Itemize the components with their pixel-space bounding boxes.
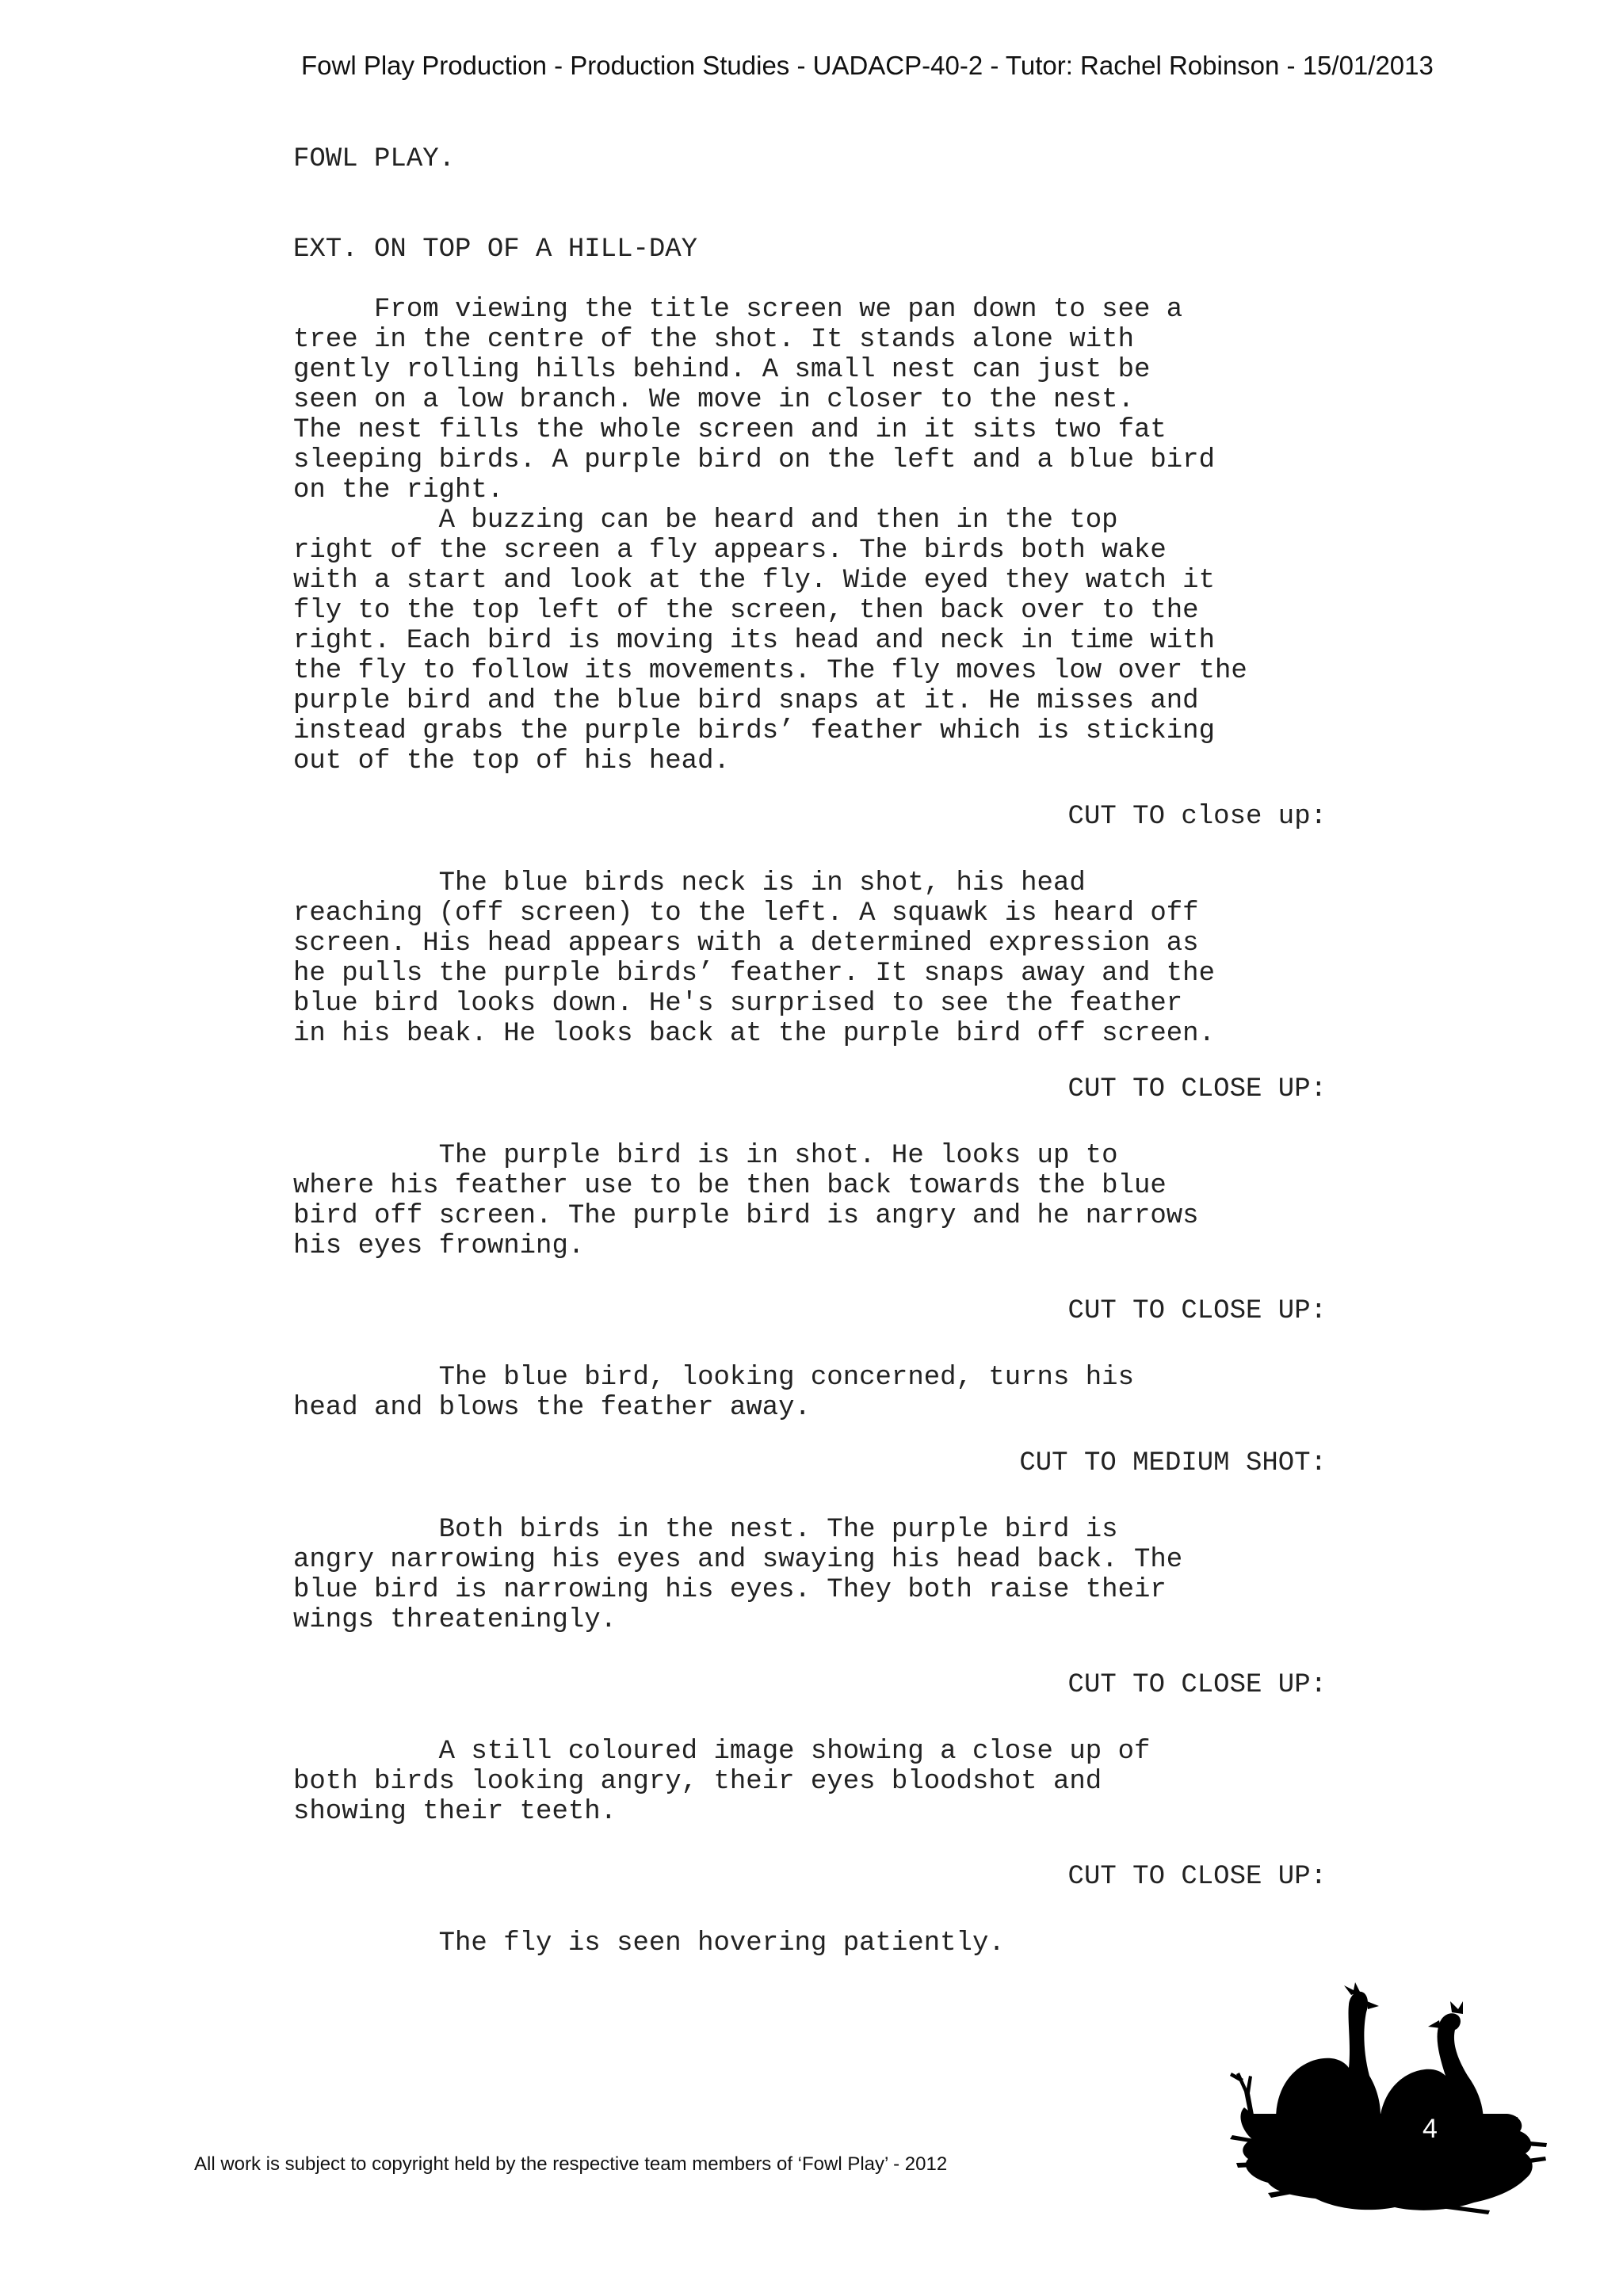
script-title: FOWL PLAY. [293,144,456,174]
transition: CUT TO close up: [1067,802,1327,832]
screenplay [293,144,1331,1958]
action-paragraph: Both birds in the nest. The purple bird is angry narrowing his eyes and swaying his head back. The blue bird is narrowing his eyes. They both raise their wings threateningly. [293,1515,1183,1635]
page-number: 4 [1423,2114,1438,2144]
action-paragraph: From viewing the title screen we pan down to see a tree in the centre of the shot. It stands alone with gently rolling hills behind. A small nest can just be seen on a low branch. We move in closer to the nest. The nest fills the whole screen and in it sits two fat sleeping birds. A purple bird on the left and a blue bird on the right. A buzzing can be heard and then in the top right of the screen a fly appears. The birds both wake with a start and look at the fly. Wide eyed they watch it fly to the top left of the screen, then back over to the right. Each bird is moving its head and neck in time with the fly to follow its movements. The fly moves low over the purple bird and the blue bird snaps at it. He misses and instead grabs the purple birds’ feather which is sticking out of the top of his head. [293,295,1247,776]
copyright-footer: All work is subject to copyright held by the respective team members of ‘Fowl Play’ - 2012 [194,2153,948,2175]
transition: CUT TO MEDIUM SHOT: [1019,1448,1327,1478]
birds-in-nest-silhouette-icon [1220,1981,1553,2218]
action-paragraph: The blue birds neck is in shot, his head reaching (off screen) to the left. A squawk is heard off screen. His head appears with a determined expression as he pulls the purple birds’ feather. It snaps away and the blue bird looks down. He's surprised to see the feather in his beak. He looks back at the purple bird off screen. [293,868,1215,1049]
transition: CUT TO CLOSE UP: [1067,1074,1327,1104]
action-paragraph: The purple bird is in shot. He looks up to where his feather use to be then back towards the blue bird off screen. The purple bird is angry and he narrows his eyes frowning. [293,1141,1199,1261]
scene-heading: EXT. ON TOP OF A HILL-DAY [293,235,698,265]
page-header: Fowl Play Production - Production Studies - UADACP-40-2 - Tutor: Rachel Robinson - 15/01/2013 [301,51,1434,80]
action-paragraph: The fly is seen hovering patiently. [293,1928,1005,1958]
action-paragraph: A still coloured image showing a close up of both birds looking angry, their eyes bloodshot and showing their teeth. [293,1737,1151,1827]
transition: CUT TO CLOSE UP: [1067,1296,1327,1326]
transition: CUT TO CLOSE UP: [1067,1670,1327,1700]
action-paragraph: The blue bird, looking concerned, turns his head and blows the feather away. [293,1363,1134,1423]
transition: CUT TO CLOSE UP: [1067,1862,1327,1892]
